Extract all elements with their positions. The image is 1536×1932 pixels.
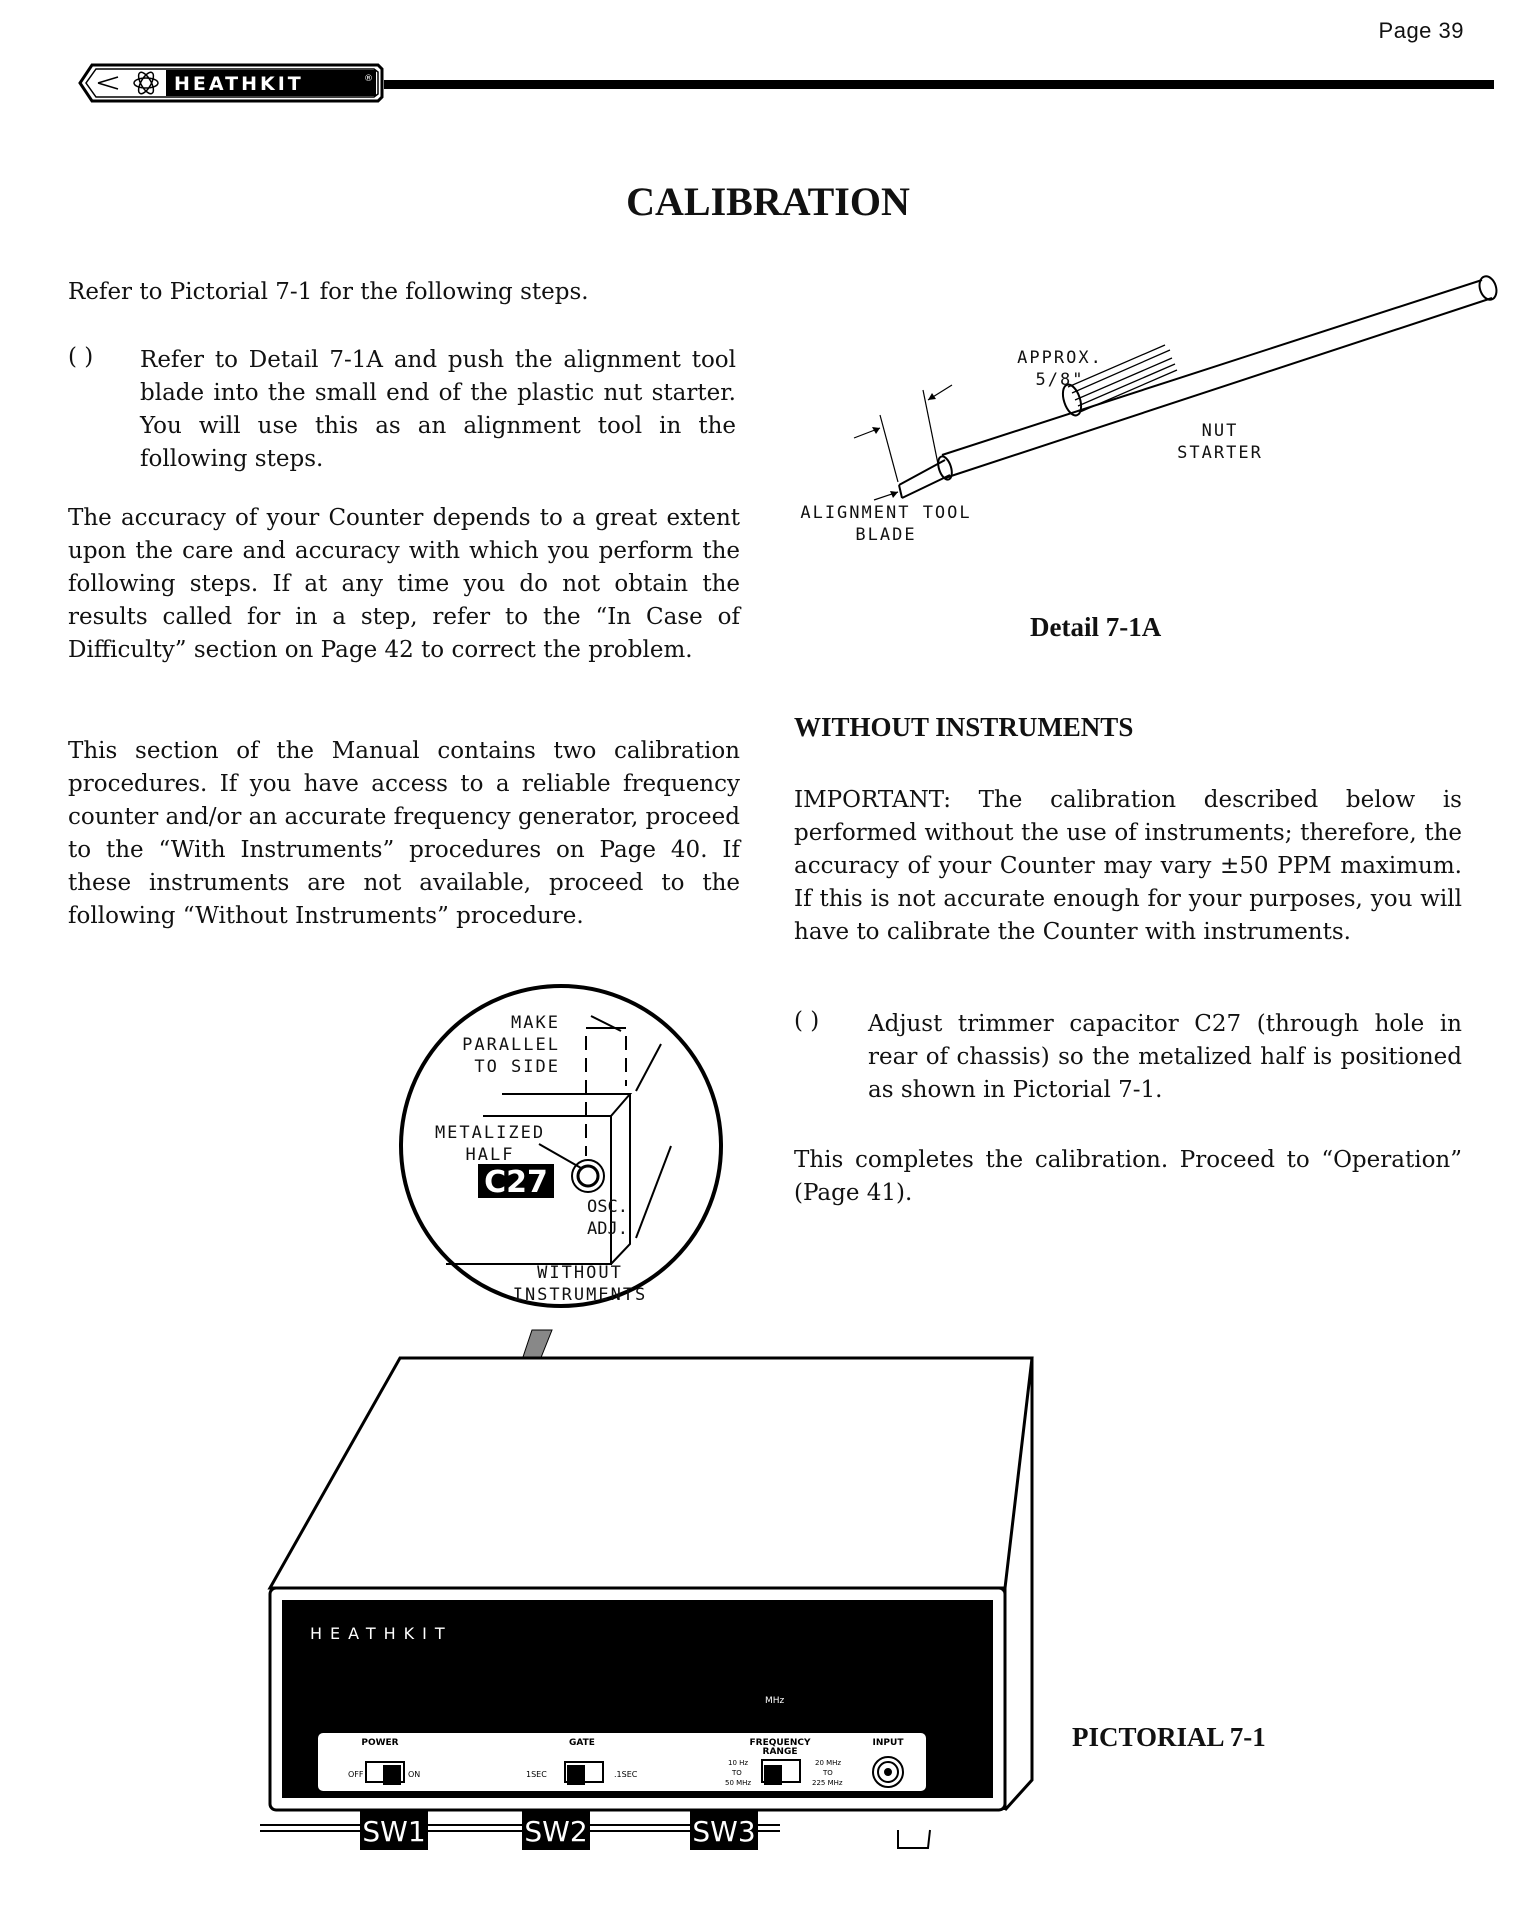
step-2-text: Adjust trimmer capacitor C27 (through hole in rear of chassis) so the metalized half is positioned as shown in Pictorial 7-1.: [868, 1011, 1462, 1103]
osc-line1: OSC.: [587, 1197, 628, 1217]
freq-right-1: 20 MHz: [815, 1759, 842, 1767]
freq-label-2: RANGE: [762, 1747, 798, 1757]
approx-value: 5/8": [1035, 370, 1085, 390]
step-checkbox-1[interactable]: ( ): [68, 344, 94, 370]
step-1-text: Refer to Detail 7-1A and push the alignment tool blade into the small end of the plastic nut starter. You will use this as an alignment tool in the following steps.: [140, 347, 736, 472]
page-number: Page 39: [1378, 18, 1464, 43]
input-connector-icon[interactable]: [873, 1757, 903, 1787]
make-line1: MAKE: [511, 1013, 560, 1033]
off-label: OFF: [348, 1770, 364, 1779]
c27-label: C27: [484, 1165, 548, 1200]
heathkit-logo: [78, 63, 384, 103]
osc-line2: ADJ.: [587, 1219, 628, 1239]
registered-mark: ®: [364, 74, 373, 84]
mhz-label: MHz: [765, 1696, 785, 1706]
metalized-line2: HALF: [465, 1145, 515, 1165]
freq-left-2: TO: [732, 1769, 742, 1777]
section-heading: WITHOUT INSTRUMENTS: [794, 712, 1134, 742]
freq-right-3: 225 MHz: [812, 1779, 843, 1787]
accuracy-paragraph: The accuracy of your Counter depends to a great extent upon the care and accuracy with which you perform the following steps. If at any time you do not obtain the results called for in a step, refer to the “In Case of Difficulty” section on Page 42 to correct the problem.: [68, 505, 740, 663]
completion-paragraph: This completes the calibration. Proceed to “Operation” (Page 41).: [794, 1147, 1462, 1206]
sw1-label: SW1: [362, 1815, 426, 1848]
freq-left-1: 10 Hz: [728, 1759, 749, 1767]
front-brand: HEATHKIT: [310, 1624, 453, 1643]
power-switch[interactable]: [366, 1762, 404, 1784]
gate-right-label: .1SEC: [614, 1770, 638, 1779]
power-label: POWER: [361, 1738, 399, 1748]
on-label: ON: [408, 1770, 421, 1779]
nut-starter-label: [1160, 420, 1280, 464]
make-line2: PARALLEL: [462, 1035, 560, 1055]
input-label: INPUT: [872, 1738, 904, 1748]
step-checkbox-2[interactable]: ( ): [794, 1008, 820, 1034]
gate-left-label: 1SEC: [526, 1770, 547, 1779]
intro-paragraph: Refer to Pictorial 7-1 for the following steps.: [68, 279, 589, 305]
gate-label: GATE: [569, 1738, 595, 1748]
osc-adj-label: [568, 1196, 628, 1240]
page-title: CALIBRATION: [626, 179, 910, 224]
nut-label-line2: STARTER: [1177, 443, 1263, 463]
without-line2: INSTRUMENTS: [512, 1285, 648, 1305]
procedures-paragraph: This section of the Manual contains two calibration procedures. If you have access to a reliable frequency counter and/or an accurate frequency generator, proceed to the “With Instruments” procedures on Page 40. If these instruments are not available, proceed to the following “Without Instruments” procedure.: [68, 738, 740, 929]
nut-label-line1: NUT: [1201, 421, 1239, 441]
pictorial-caption: PICTORIAL 7-1: [1072, 1722, 1266, 1752]
frequency-counter-drawing: [260, 1310, 1060, 1870]
header-rule: [384, 80, 1494, 89]
logo-text: HEATHKIT: [174, 73, 304, 95]
sw3-label: SW3: [692, 1815, 756, 1848]
blade-label: [786, 502, 986, 546]
metalized-line1: METALIZED: [434, 1123, 546, 1143]
blade-label-line1: ALIGNMENT TOOL: [800, 503, 972, 523]
without-line1: WITHOUT: [537, 1263, 623, 1283]
freq-left-3: 50 MHz: [725, 1779, 752, 1787]
frequency-range-switch[interactable]: [762, 1760, 800, 1784]
freq-label-1: FREQUENCY: [749, 1738, 811, 1748]
sw2-label: SW2: [524, 1815, 588, 1848]
detail-caption: Detail 7-1A: [1030, 612, 1162, 642]
freq-right-2: TO: [823, 1769, 833, 1777]
without-instruments-label: [480, 1262, 680, 1306]
approx-label: [1005, 347, 1115, 391]
approx-text: APPROX.: [1017, 348, 1103, 368]
gate-switch[interactable]: [565, 1762, 603, 1784]
important-paragraph: IMPORTANT: The calibration described below is performed without the use of instruments; therefore, the accuracy of your Counter may vary ±50 PPM maximum. If this is not accurate enough for your purposes, you will have to calibrate the Counter with instruments.: [794, 787, 1462, 945]
metalized-half-label: [420, 1122, 560, 1166]
make-parallel-label: [440, 1012, 560, 1078]
make-line3: TO SIDE: [474, 1057, 560, 1077]
blade-label-line2: BLADE: [855, 525, 917, 545]
